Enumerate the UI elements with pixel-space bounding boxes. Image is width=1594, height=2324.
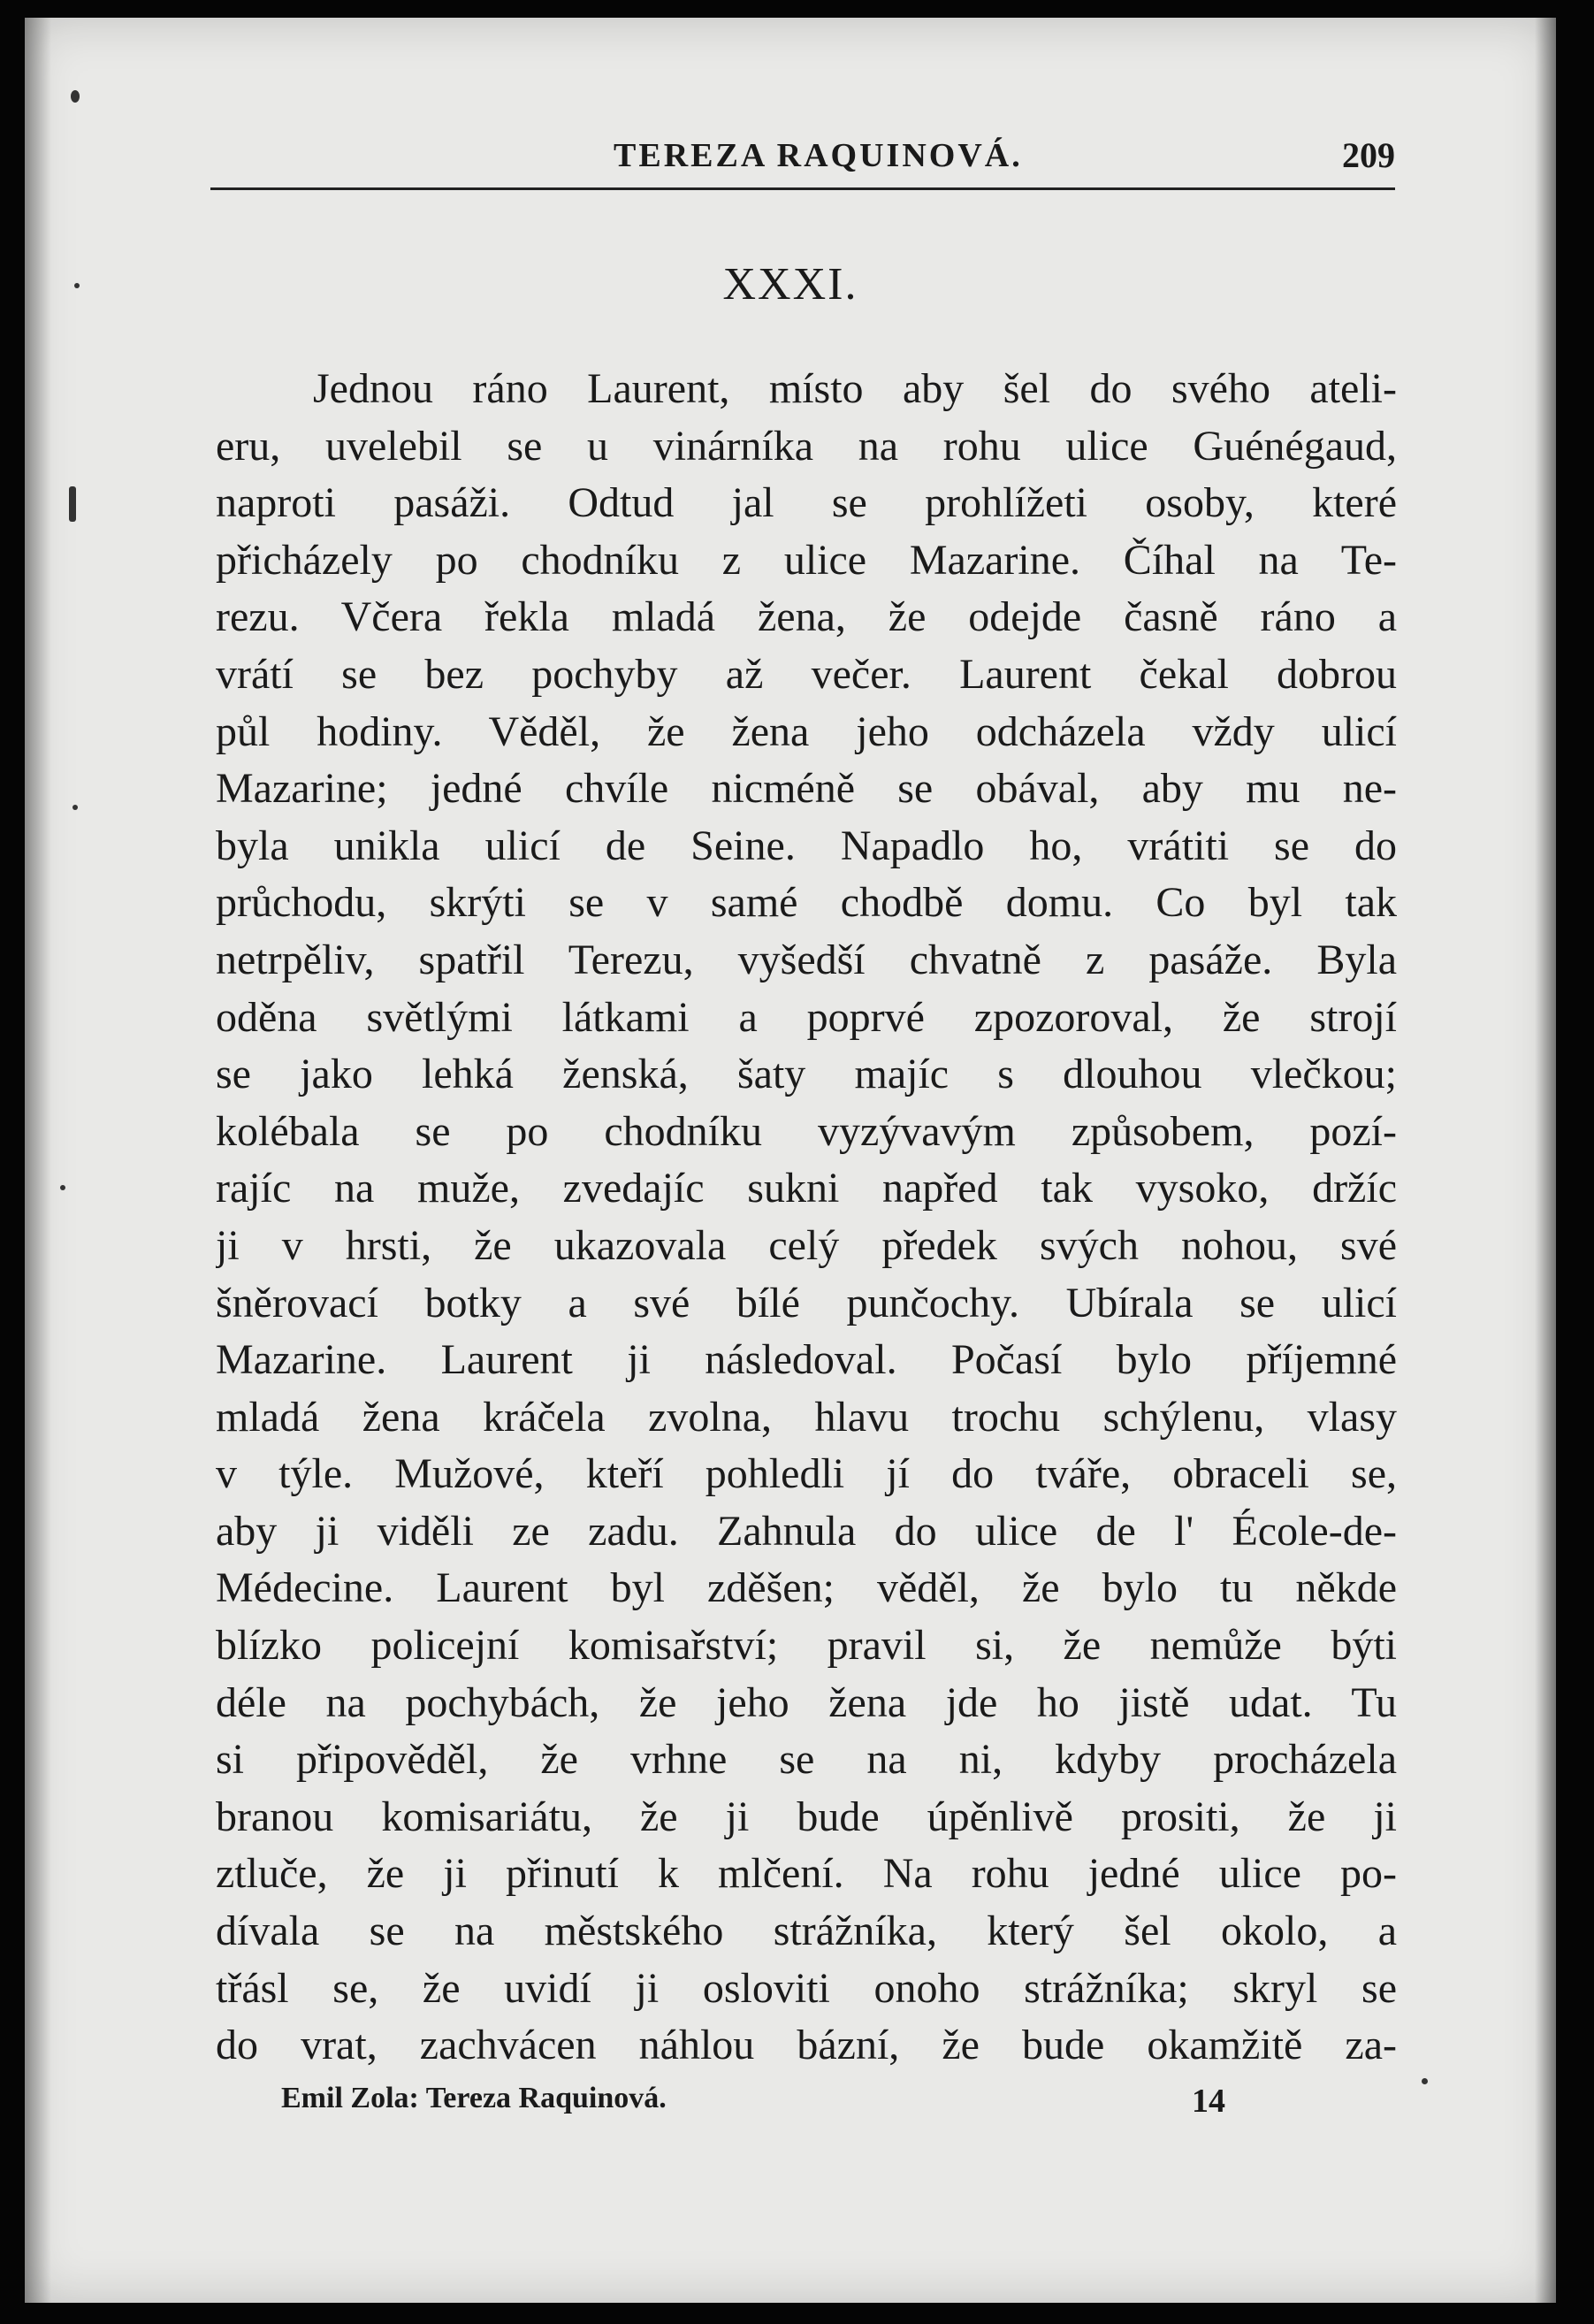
text-line: si připověděl, že vrhne se na ni, kdyby procházela <box>216 1736 1397 1784</box>
scan-speck <box>72 805 78 810</box>
text-line: ji v hrsti, že ukazovala celý předek svých nohou, své <box>216 1221 1397 1269</box>
text-line: kolébala se po chodníku vyzývavým způsobem, pozí- <box>216 1107 1397 1155</box>
text-line: rajíc na muže, zvedajíc sukni napřed tak vysoko, držíc <box>216 1165 1397 1212</box>
scan-speck <box>69 486 76 522</box>
text-line: Mazarine; jedné chvíle nicméně se obával, aby mu ne- <box>216 765 1397 813</box>
text-line: eru, uvelebil se u vinárníka na rohu ulice Guénégaud, <box>216 422 1397 470</box>
text-line: oděna světlými látkami a poprvé zpozoroval, že strojí <box>216 993 1397 1041</box>
text-line: šněrovací botky a své bílé punčochy. Ubírala se ulicí <box>216 1279 1397 1326</box>
text-line: v týle. Mužové, kteří pohledli jí do tváře, obraceli se, <box>216 1450 1397 1498</box>
text-line: dívala se na městského strážníka, který šel okolo, a <box>216 1907 1397 1955</box>
running-title: TEREZA RAQUINOVÁ. <box>614 137 1023 174</box>
text-line: ztluče, že ji přinutí k mlčení. Na rohu jedné ulice po- <box>216 1850 1397 1898</box>
text-line: třásl se, že uvidí ji osloviti onoho strážníka; skryl se <box>216 1964 1397 2012</box>
footer-signature: Emil Zola: Tereza Raquinová. <box>281 2082 667 2114</box>
text-line: Médecine. Laurent byl zděšen; věděl, že bylo tu někde <box>216 1564 1397 1612</box>
chapter-title: XXXI. <box>722 259 858 310</box>
text-line: déle na pochybách, že jeho žena jde ho jistě udat. Tu <box>216 1678 1397 1726</box>
text-line: aby ji viděli ze zadu. Zahnula do ulice de l' École-de- <box>216 1507 1397 1555</box>
text-line: branou komisariátu, že ji bude úpěnlivě prositi, že ji <box>216 1793 1397 1840</box>
text-line: blízko policejní komisařství; pravil si, že nemůže býti <box>216 1622 1397 1670</box>
text-line: rezu. Včera řekla mladá žena, že odejde časně ráno a <box>216 593 1397 641</box>
page-right-edge <box>1535 18 1556 2303</box>
running-header <box>210 126 1395 190</box>
scan-speck <box>1422 2078 1428 2084</box>
text-line: do vrat, zachvácen náhlou bázní, že bude okamžitě za- <box>216 2022 1397 2069</box>
page-number: 209 <box>1342 135 1395 175</box>
chapter-paragraph <box>216 361 1397 2075</box>
text-line: naproti pasáži. Odtud jal se prohlížeti osoby, které <box>216 479 1397 527</box>
text-line: půl hodiny. Věděl, že žena jeho odcházela vždy ulicí <box>216 707 1397 755</box>
scan-speck <box>74 283 80 288</box>
text-line: byla unikla ulicí de Seine. Napadlo ho, vrátiti se do <box>216 822 1397 869</box>
scan-speck <box>71 90 80 103</box>
page-footer <box>281 2082 1254 2121</box>
text-line: vrátí se bez pochyby až večer. Laurent čekal dobrou <box>216 650 1397 698</box>
scan-speck <box>60 1185 65 1190</box>
book-page <box>25 18 1556 2303</box>
text-line: přicházely po chodníku z ulice Mazarine. Číhal na Te- <box>216 536 1397 584</box>
text-line: průchodu, skrýti se v samé chodbě domu. Co byl tak <box>216 879 1397 927</box>
page-binding-shadow <box>25 18 51 2303</box>
text-line: se jako lehká ženská, šaty majíc s dlouhou vlečkou; <box>216 1051 1397 1098</box>
text-line: netrpěliv, spatřil Terezu, vyšedší chvatně z pasáže. Byla <box>216 936 1397 983</box>
text-line: Mazarine. Laurent ji následoval. Počasí bylo příjemné <box>216 1336 1397 1384</box>
text-line: Jednou ráno Laurent, místo aby šel do svého ateli- <box>313 365 1397 412</box>
footer-sheet-number: 14 <box>1192 2083 1225 2120</box>
text-line: mladá žena kráčela zvolna, hlavu trochu schýlenu, vlasy <box>216 1393 1397 1441</box>
